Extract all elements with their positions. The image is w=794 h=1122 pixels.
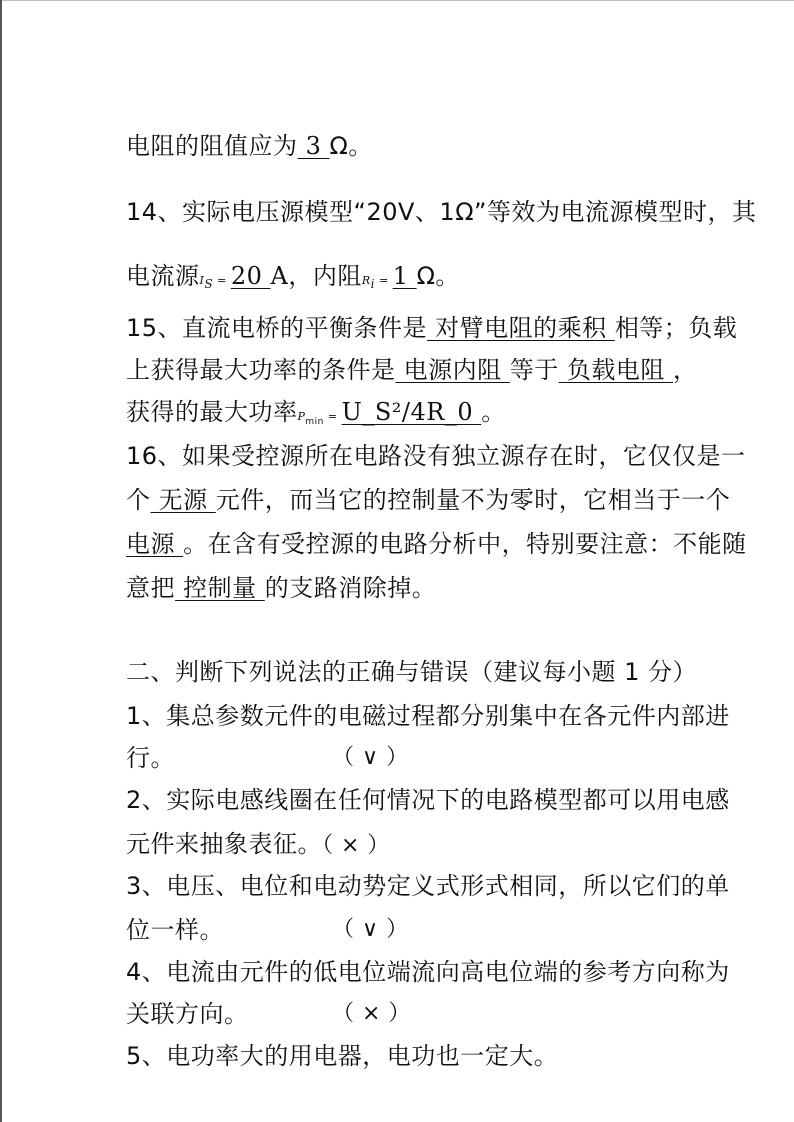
j4-line-1	[126, 956, 730, 988]
blank-answer: 3	[297, 132, 330, 160]
j4-line-2	[126, 998, 249, 1030]
symbol-sub: i	[370, 277, 375, 291]
question-text: 16、如果受控源所在电路没有独立源存在时，它仅仅是一	[126, 442, 746, 470]
section-heading	[126, 656, 697, 688]
statement-text: 5、电功率大的用电器，电功也一定大。	[126, 1042, 559, 1070]
j4-mark	[332, 998, 411, 1030]
q14-line-2	[126, 260, 460, 300]
symbol-is: I	[199, 274, 205, 287]
blank-answer: 20	[230, 262, 271, 290]
q15-line-1	[126, 312, 737, 344]
statement-text: 2、实际电感线圈在任何情况下的电路模型都可以用电感	[126, 786, 730, 814]
answer-mark: （ × ）	[332, 1001, 411, 1026]
blank-answer: 电源	[126, 530, 184, 558]
text: 元件来抽象表征。	[126, 830, 322, 858]
text: 。	[481, 398, 506, 426]
text: 关联方向。	[126, 1000, 249, 1028]
q15-line-2	[126, 354, 698, 386]
j3-line-2	[126, 914, 224, 946]
symbol-sub: S	[204, 277, 214, 291]
j1-line-2	[126, 742, 175, 774]
blank-answer: U_S²/4R_0	[341, 398, 482, 426]
answer-mark: （ ∨ ）	[332, 745, 409, 770]
text: 位一样。	[126, 916, 224, 944]
blank-answer: 电源内阻	[395, 356, 510, 384]
statement-text: 1、集总参数元件的电磁过程都分别集中在各元件内部进	[126, 702, 730, 730]
text: 意把	[126, 574, 175, 602]
question-text: 15、直流电桥的平衡条件是	[126, 314, 428, 342]
text: 。在含有受控源的电路分析中，特别要注意：不能随	[183, 530, 747, 558]
q16-line-4	[126, 572, 436, 604]
q15-line-3	[126, 396, 506, 438]
text: 行。	[126, 744, 175, 772]
text: 个	[126, 486, 151, 514]
j3-line-1	[126, 870, 730, 902]
blank-answer: 负载电阻	[558, 356, 674, 384]
text: Ω。	[329, 132, 373, 160]
text: 上获得最大功率的条件是	[126, 356, 396, 384]
symbol-sub: min	[305, 417, 324, 427]
page-top-border	[0, 0, 794, 1]
q16-line-2	[126, 484, 730, 516]
answer-mark: （ ∨ ）	[332, 917, 409, 942]
statement-text: 4、电流由元件的低电位端流向高电位端的参考方向称为	[126, 958, 730, 986]
text: ，	[673, 356, 698, 384]
text: 的支路消除掉。	[264, 574, 437, 602]
blank-answer: 1	[392, 262, 417, 290]
j2-line-1	[126, 784, 730, 816]
j2-line-2	[126, 828, 390, 862]
equals: =	[374, 274, 393, 287]
j3-mark	[332, 914, 409, 946]
blank-answer: 无源	[150, 486, 216, 514]
page-left-border	[0, 0, 2, 1122]
symbol-ri: R	[361, 274, 371, 287]
question-text: 14、实际电压源模型“20V、1Ω”等效为电流源模型时，其	[126, 198, 757, 226]
text: A，内阻	[270, 262, 362, 290]
equals: =	[323, 410, 342, 423]
q14-line-1	[126, 196, 756, 228]
j1-line-1	[126, 700, 730, 732]
text: 相等；负载	[614, 314, 738, 342]
text: 元件，而当它的控制量不为零时，它相当于一个	[215, 486, 731, 514]
q16-line-3	[126, 528, 747, 560]
blank-answer: 控制量	[175, 574, 265, 602]
j1-mark	[332, 742, 409, 774]
text: Ω。	[416, 262, 460, 290]
text: 电阻的阻值应为	[126, 132, 298, 160]
statement-text: 3、电压、电位和电动势定义式形式相同，所以它们的单	[126, 872, 730, 900]
equals: =	[213, 274, 231, 287]
text: 电流源	[126, 262, 200, 290]
answer-mark: （ × ）	[322, 833, 390, 858]
q16-line-1	[126, 440, 746, 472]
text: 获得的最大功率	[126, 398, 298, 426]
q13-answer-line	[126, 130, 373, 162]
text: 等于	[509, 356, 559, 384]
blank-answer: 对臂电阻的乘积	[427, 314, 615, 342]
symbol-p: P	[297, 410, 306, 423]
section-title: 二、判断下列说法的正确与错误（建议每小题 1 分）	[126, 658, 698, 686]
j5-line-1	[126, 1040, 558, 1072]
